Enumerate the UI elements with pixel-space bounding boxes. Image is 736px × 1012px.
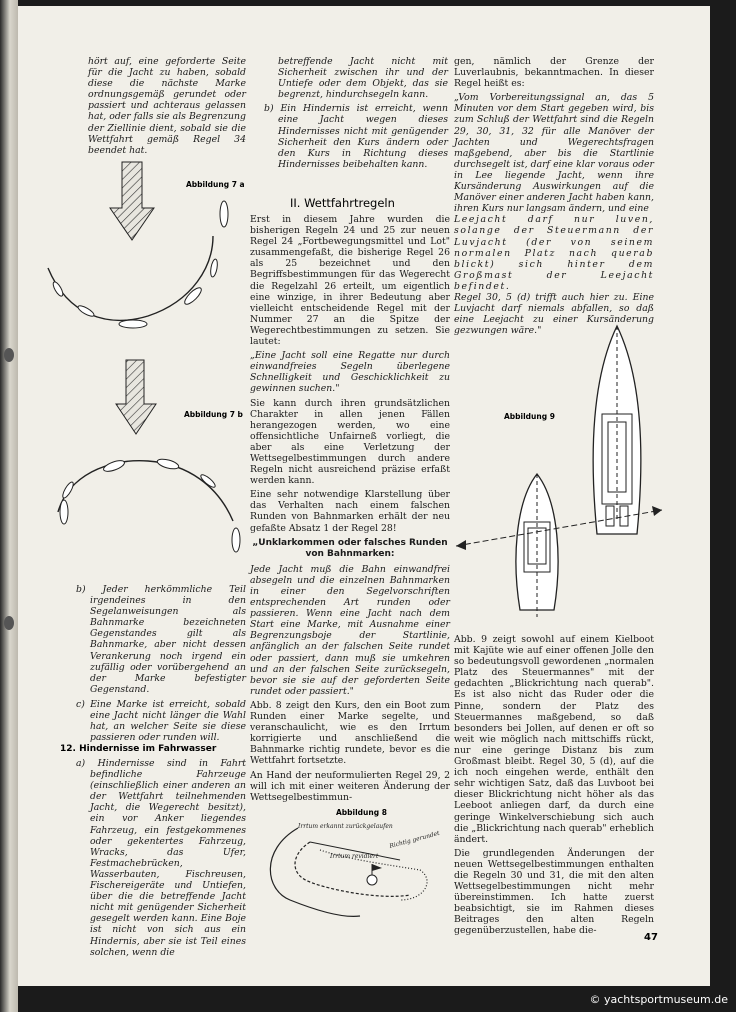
col2-quote2: Jede Jacht muß die Bahn einwandfrei absegeln und die einzelnen Bahnmarken in einer den Segelvorschriften entsprechenden Art runden oder passieren. Wenn eine Jacht nach dem Start eine Marke, mit Ausnahme einer Begrenzungsboje der Startlinie, anfänglich an der falschen Seite rundet oder passiert, dann muß sie umkehren und an der falschen Seite zurücksegeln, bevor sie sie auf der geforderten Seite rundet oder passiert." [250, 563, 450, 697]
col3-cont: gen, nämlich der Grenze der Luverlaubnis, bekanntmachen. In dieser Regel heißt es: [454, 56, 654, 90]
col1-item-c: c) Eine Marke ist erreicht, sobald eine Jacht nicht länger die Wahl hat, an welcher Seite sie diese passieren oder runden will. [76, 698, 246, 744]
heading-12: 12. Hindernisse im Fahrwasser [60, 744, 217, 754]
page-number: 47 [644, 932, 658, 943]
section-heading: II. Wettfahrtregeln [290, 196, 395, 210]
figure-8-note-2: Irrtum revidiert [330, 853, 379, 860]
course-7b [58, 461, 233, 521]
col2-body [250, 214, 450, 806]
col3-quote-b: Leejacht darf nur luven, solange der Steuermann der Luvjacht (der von seinem normalen Platz nach querab blickt) sich hinter dem Großmast der Leejacht befindet. [454, 214, 654, 292]
col2-para3: Eine sehr notwendige Klarstellung über das Verhalten nach einem falschen Runden von Bahnmarken erhält der neu gefaßte Absatz 1 der Regel 28! [250, 489, 450, 534]
col2-para5: An Hand der neuformulierten Regel 29, 2 will ich mit einer weiteren Änderung der Wettsegelbestimmun- [250, 769, 450, 803]
col1-item-12a: a) Hindernisse sind in Fahrt befindliche Fahrzeuge (einschließlich einer anderen an der Wettfahrt teilnehmenden Jacht, die Wegerecht besitzt), ein vor Anker liegendes Fahrzeug, ein festgekommenes oder gekentertes Fahrzeug, Wracks, das Ufer, Festmachebrücken, Wasserbauten, Fischreusen, Fischereigeräte und Untiefen, über die die betreffende Jacht nicht mit genügender Sicherheit gesegelt werden kann. Eine Boje ist nicht von sich aus ein Hindernis, aber sie ist Teil eines solchen, wenn die [76, 758, 246, 958]
col2-quote1: „Eine Jacht soll eine Regatte nur durch einwandfreies Segeln überlegene Schnelligkeit und Geschicklichkeit zu gewinnen suchen." [250, 350, 450, 395]
col2-item-b: b) Ein Hindernis ist erreicht, wenn eine Jacht wegen dieses Hindernisses nicht mit genügender Sicherheit den Kurs ändern oder den Kurs in Richtung dieses Hindernisses beibehalten kann. [264, 103, 448, 170]
col3-quote-a: „Vom Vorbereitungssignal an, das 5 Minuten vor dem Start gegeben wird, bis zum Schluß der Wettfahrt sind die Regeln 29, 30, 31, 32 für alle Manöver der Jachten und Wegerechtsfragen maßgebend, aber bis die Startlinie durchsegelt ist, darf eine klar voraus oder in Lee liegende Jacht, wenn ihre Kursänderung Auswirkungen auf die Manöver einer anderen Jacht haben kann, ihren Kurs nur langsam ändern, und eine [454, 92, 654, 215]
figure-9 [454, 322, 664, 622]
col3-para2: Die grundlegenden Änderungen der neuen Wettsegelbestimmungen enthalten die Regeln 30 und 31, die mit den alten Wettsegelbestimmungen nicht mehr übereinstimmen. Ich hatte zuerst beabsichtigt, sie im Rahmen dieses Beitrages den alten Regeln gegenüberzustellen, habe die- [454, 847, 654, 937]
col3-quote-c: Regel 30, 5 (d) trifft auch hier zu. Eine Luvjacht darf niemals abfallen, so daß eine Leejacht zu einer Kursänderung gezwungen wäre." [454, 291, 654, 337]
col2-para4: Abb. 8 zeigt den Kurs, den ein Boot zum Runden einer Marke segelte, und veranschaulicht, wie es den Irrtum korrigierte und anschließend die Bahnmarke richtig rundete, bevor es die Wettfahrt fortsetzte. [250, 699, 450, 767]
col3-para1: Abb. 9 zeigt sowohl auf einem Kielboot mit Kajüte wie auf einer offenen Jolle den so bedeutungsvoll gewordenen „normalen Platz des Steuermannes" mit der gedachten „Blickrichtung nach querab". Es ist also nicht das Ruder oder die Pinne, sondern der Platz des Steuermannes maßgebend, so daß besonders bei Jollen, auf denen er oft so weit wie möglich nach mittschiffs rückt, nur eine geringe Distanz bis zum Großmast bleibt. Regel 30, 5 (d), auf die ich noch eingehen werde, enthält den sehr wichtigen Satz, daß das Luvboot bei dieser Blickrichtung nicht höher als das Leeboot anliegen darf, da durch eine geringe Winkelverschiebung sich auch die „Blickrichtung nach querab" erheblich ändert. [454, 634, 654, 845]
col2-top [264, 56, 448, 173]
col1-12a [76, 758, 246, 961]
figure-8-label: Abbildung 8 [336, 808, 387, 817]
col2-subheading: „Unklarkommen oder falsches Runden von Bahnmarken: [252, 537, 448, 559]
figure-8 [250, 820, 450, 940]
col2-cont: betreffende Jacht nicht mit Sicherheit zwischen ihr und der Untiefe oder dem Objekt, das sie begrenzt, hindurchsegeln kann. [278, 56, 448, 101]
col1-items [76, 584, 246, 746]
figure-7b-label: Abbildung 7 b [184, 410, 243, 419]
figures-7a-7b [18, 156, 258, 576]
col3-body [454, 634, 654, 940]
watermark: © yachtsportmuseum.de [589, 993, 728, 1006]
binder-edge [0, 0, 18, 1012]
col1-intro [88, 56, 246, 159]
course-7a [48, 236, 213, 320]
figure-8-note-1: Irrtum erkannt zurückgelaufen [298, 823, 393, 830]
col3-top [454, 56, 654, 339]
punch-hole [4, 348, 14, 362]
col1-item-b: b) Jeder herkömmliche Teil irgendeines in den Segelanweisungen als Bahnmarke bezeichneten Gegenstandes gilt als Bahnmarke, aber nicht dessen Verankerung noch irgend ein zufällig oder vorübergehend an der Marke befestigter Gegenstand. [76, 584, 246, 695]
figure-8-note-3: Richtig gerundet [388, 829, 441, 850]
figure-9-label: Abbildung 9 [504, 412, 555, 421]
col1-intro-text: hört auf, eine geforderte Seite für die Jacht zu haben, sobald diese die nächste Marke ordnungsgemäß gerundet oder passiert und achteraus gelassen hat, oder falls sie als Begrenzung der Ziellinie dient, sobald sie die Wettfahrt gemäß Regel 34 beendet hat. [88, 56, 246, 156]
punch-hole [4, 616, 14, 630]
col2-para2: Sie kann durch ihren grundsätzlichen Charakter in allen jenen Fällen herangezogen werden, wo eine offensichtliche Unfairneß vorliegt, die aber als eine Verletzung der Wettsegelbestimmungen durch andere Regeln nicht ausreichend präzise erfaßt werden kann. [250, 397, 450, 487]
col2-para1: Erst in diesem Jahre wurden die bisherigen Regeln 24 und 25 zur neuen Regel 24 „Fortbewegungsmittel und Lot" zusammengefaßt, die bisherige Regel 26 als 25 bezeichnet und den Begriffsbestimmungen für das Wegerecht die Regelzahl 26 erteilt, um eigentlich eine winzige, in ihrer Bedeutung aber vielleicht entscheidende Regel mit der Nummer 27 an die Spitze der Wegerechtbestimmungen zu setzen. Sie lautet: [250, 214, 450, 348]
arrow-7a [110, 162, 154, 240]
figure-7a-label: Abbildung 7 a [186, 180, 245, 189]
magazine-page [18, 6, 710, 986]
arrow-7b [116, 360, 156, 434]
